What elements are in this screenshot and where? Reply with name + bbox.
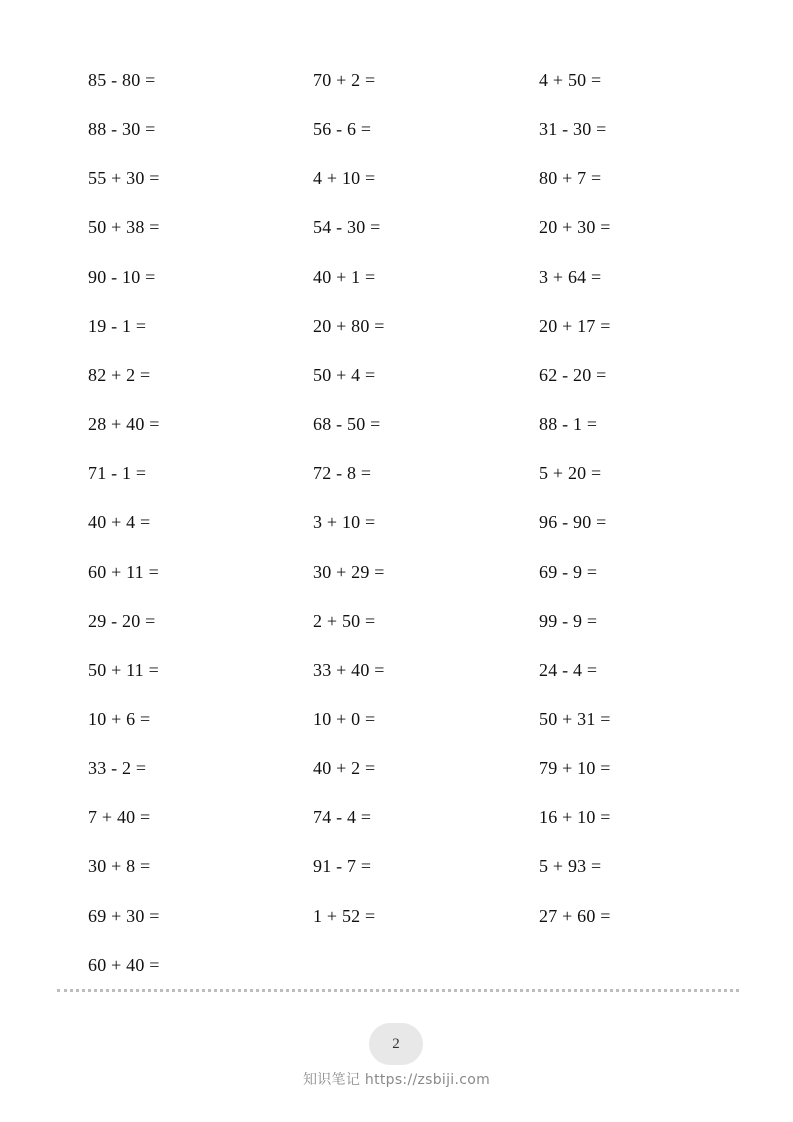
math-problem: 96 - 90 = [539, 512, 607, 532]
math-problem: 40 + 2 = [313, 758, 376, 778]
math-problem: 69 + 30 = [88, 906, 160, 926]
math-problem: 20 + 30 = [539, 217, 611, 237]
math-problem: 60 + 40 = [88, 955, 160, 975]
math-problem: 99 - 9 = [539, 611, 598, 631]
math-problem: 5 + 93 = [539, 856, 602, 876]
math-problem: 56 - 6 = [313, 119, 372, 139]
math-problem: 60 + 11 = [88, 562, 159, 582]
math-problem: 50 + 38 = [88, 217, 160, 237]
math-problem: 3 + 10 = [313, 512, 376, 532]
math-problem: 82 + 2 = [88, 365, 151, 385]
math-problem: 40 + 1 = [313, 267, 376, 287]
dotted-divider [57, 989, 739, 992]
math-problem: 30 + 8 = [88, 856, 151, 876]
math-problem: 62 - 20 = [539, 365, 607, 385]
math-problem: 30 + 29 = [313, 562, 385, 582]
math-problem: 90 - 10 = [88, 267, 156, 287]
math-problem: 10 + 0 = [313, 709, 376, 729]
math-problem: 1 + 52 = [313, 906, 376, 926]
math-problem: 20 + 80 = [313, 316, 385, 336]
math-problem: 31 - 30 = [539, 119, 607, 139]
math-problem: 50 + 4 = [313, 365, 376, 385]
math-problem: 2 + 50 = [313, 611, 376, 631]
math-problem: 19 - 1 = [88, 316, 147, 336]
footer-source-text: 知识笔记 https://zsbiji.com [302, 1072, 491, 1088]
math-problem: 10 + 6 = [88, 709, 151, 729]
math-problem: 28 + 40 = [88, 414, 160, 434]
math-problem: 27 + 60 = [539, 906, 611, 926]
math-problem: 80 + 7 = [539, 168, 602, 188]
math-problem: 40 + 4 = [88, 512, 151, 532]
math-problem: 4 + 50 = [539, 70, 602, 90]
math-problem: 68 - 50 = [313, 414, 381, 434]
math-problem: 50 + 31 = [539, 709, 611, 729]
math-problem: 55 + 30 = [88, 168, 160, 188]
math-problem: 3 + 64 = [539, 267, 602, 287]
math-problem: 33 + 40 = [313, 660, 385, 680]
math-problem: 7 + 40 = [88, 807, 151, 827]
math-problem: 69 - 9 = [539, 562, 598, 582]
math-problem: 20 + 17 = [539, 316, 611, 336]
math-problem: 74 - 4 = [313, 807, 372, 827]
math-problem: 88 - 30 = [88, 119, 156, 139]
math-problem: 72 - 8 = [313, 463, 372, 483]
math-problem: 5 + 20 = [539, 463, 602, 483]
math-problem: 71 - 1 = [88, 463, 147, 483]
math-problem: 24 - 4 = [539, 660, 598, 680]
math-problem: 54 - 30 = [313, 217, 381, 237]
math-problem: 79 + 10 = [539, 758, 611, 778]
math-problem: 33 - 2 = [88, 758, 147, 778]
math-problem: 50 + 11 = [88, 660, 159, 680]
math-problem: 88 - 1 = [539, 414, 598, 434]
math-problem: 29 - 20 = [88, 611, 156, 631]
math-problem: 85 - 80 = [88, 70, 156, 90]
page-number-badge [369, 1023, 423, 1065]
math-problem: 16 + 10 = [539, 807, 611, 827]
math-problem: 91 - 7 = [313, 856, 372, 876]
page-number: 2 [392, 1035, 400, 1052]
math-problem: 4 + 10 = [313, 168, 376, 188]
math-problem: 70 + 2 = [313, 70, 376, 90]
